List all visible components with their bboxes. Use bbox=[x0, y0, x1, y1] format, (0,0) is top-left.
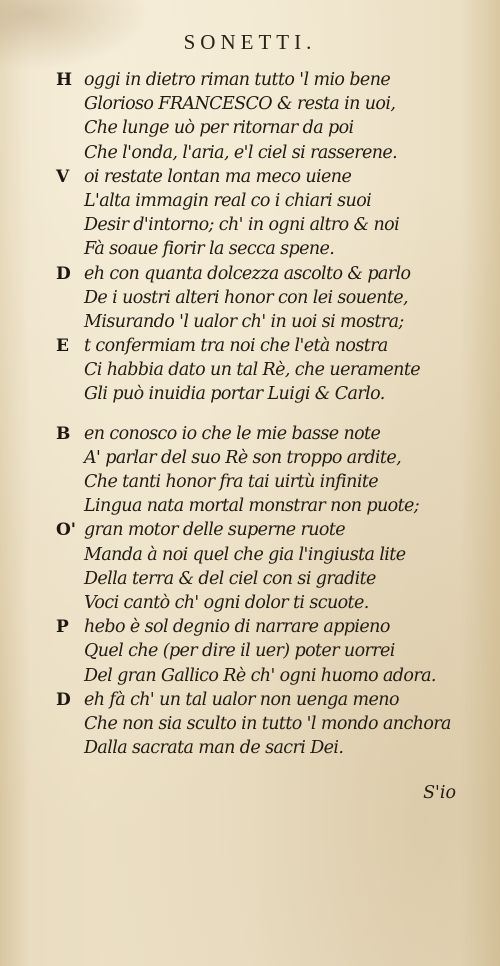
verse-line: Gli può inuidia portar Luigi & Carlo. bbox=[84, 384, 385, 405]
stanza-initial: D bbox=[56, 263, 71, 284]
poem-body bbox=[52, 68, 452, 775]
verse-line: Glorioso FRANCESCO & resta in uoi, bbox=[84, 94, 396, 115]
sonnet bbox=[52, 422, 452, 761]
verse-text: eh fà ch' un tal ualor non uenga meno bbox=[84, 689, 399, 710]
stanza-initial: E bbox=[56, 336, 69, 357]
stanza-initial: V bbox=[56, 166, 70, 187]
stanza-initial: B bbox=[56, 423, 71, 444]
stanza-initial: H bbox=[56, 70, 73, 90]
verse-line: Della terra & del ciel con si gradite bbox=[84, 568, 376, 589]
verse-line-first bbox=[52, 615, 452, 639]
verse-line: A' parlar del suo Rè son troppo ardite, bbox=[84, 447, 402, 468]
verse-line-first bbox=[52, 422, 452, 446]
verse-line: Che tanti honor fra tai uirtù infinite bbox=[84, 472, 379, 492]
verse-line: De i uostri alteri honor con lei souente, bbox=[84, 287, 408, 308]
verse-line-first bbox=[52, 688, 452, 712]
verse-line: Desir d'intorno; ch' in ogni altro & noi bbox=[84, 215, 400, 236]
verse-text: t confermiam tra noi che l'età nostra bbox=[84, 336, 388, 357]
verse-line-first bbox=[52, 165, 452, 189]
verse-line: Che lunge uò per ritornar da poi bbox=[84, 118, 354, 139]
verse-text: eh con quanta dolcezza ascolto & parlo bbox=[84, 263, 411, 284]
verse-text: hebo è sol degnio di narrare appieno bbox=[84, 617, 390, 638]
verse-line-first bbox=[52, 68, 452, 92]
verse-line: Ci habbia dato un tal Rè, che ueramente bbox=[84, 360, 421, 381]
stanza-initial: O' bbox=[56, 520, 77, 541]
verse-line: Che l'onda, l'aria, e'l ciel si rasserene. bbox=[84, 142, 398, 163]
verse-line: Fà soaue fiorir la secca spene. bbox=[84, 239, 335, 260]
stanza-initial: D bbox=[56, 689, 71, 710]
verse-text: gran motor delle superne ruote bbox=[84, 520, 346, 541]
verse-line-first bbox=[52, 262, 452, 286]
verse-line: Dalla sacrata man de sacri Dei. bbox=[84, 738, 344, 759]
verse-line: Lingua nata mortal monstrar non puote; bbox=[84, 496, 420, 517]
sonnet bbox=[52, 68, 452, 407]
verse-line: Voci cantò ch' ogni dolor ti scuote. bbox=[84, 592, 369, 613]
verse-text: oggi in dietro riman tutto 'l mio bene bbox=[84, 70, 391, 90]
verse-text: en conosco io che le mie basse note bbox=[84, 423, 381, 444]
verse-line: Misurando 'l ualor ch' in uoi si mostra; bbox=[84, 311, 404, 332]
running-header: SONETTI. bbox=[183, 30, 317, 54]
verse-line-first bbox=[52, 334, 452, 358]
verse-line: Che non sia sculto in tutto 'l mondo anchora bbox=[84, 713, 451, 734]
verse-line: Del gran Gallico Rè ch' ogni huomo adora. bbox=[84, 665, 436, 686]
catchword: S'io bbox=[423, 783, 456, 803]
verse-line: Manda à noi quel che gia l'ingiusta lite bbox=[84, 544, 406, 565]
verse-line: Quel che (per dire il uer) poter uorrei bbox=[84, 641, 395, 662]
verse-line-first bbox=[52, 518, 452, 542]
verse-line: L'alta immagin real co i chiari suoi bbox=[84, 190, 372, 211]
verse-text: oi restate lontan ma meco uiene bbox=[84, 166, 352, 187]
stanza-initial: P bbox=[56, 617, 69, 638]
